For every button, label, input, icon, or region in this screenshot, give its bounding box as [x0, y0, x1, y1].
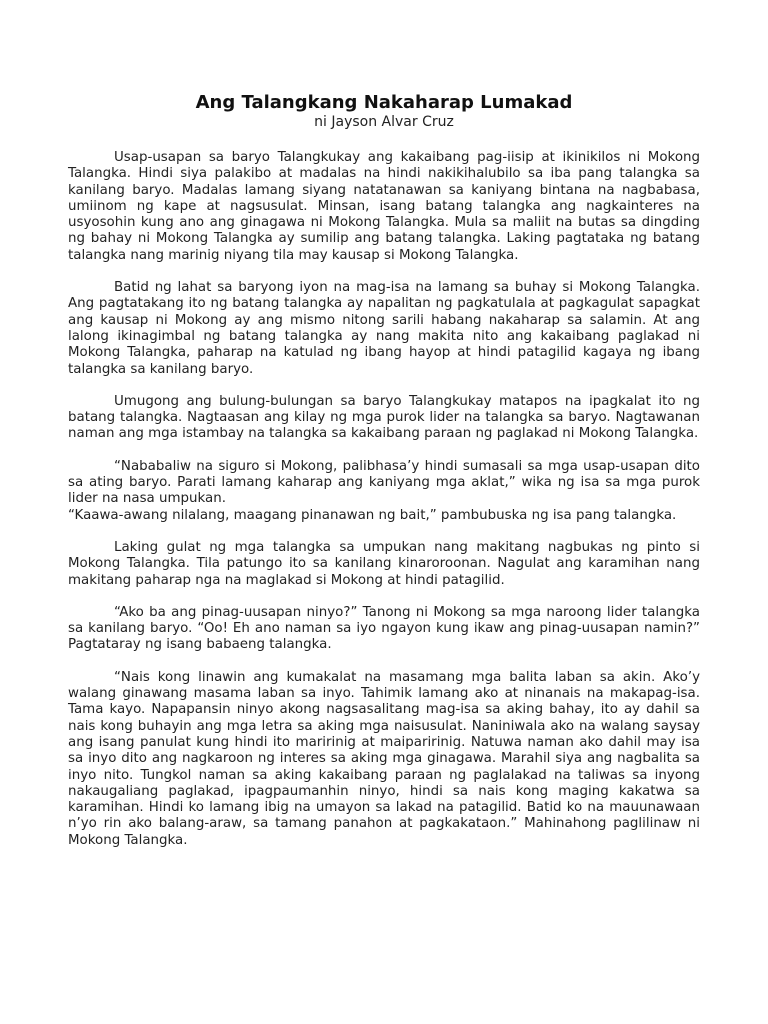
- paragraph-2: Batid ng lahat sa baryong iyon na mag-isa na lamang sa buhay si Mokong Talangka. Ang pagtatakang ito ng batang talangka ay napalitan ng pagkatulala at pagkagulat sapagkat ang kausap ni Mokong ay ang mismo nitong sarili habang nakaharap sa salamin. At ang lalong ikinagimbal ng batang talangka ay nang makita nito ang kakaibang paglakad ni Mokong Talangka, paharap na katulad ng ibang hayop at hindi patagilid kagaya ng ibang talangka sa kanilang baryo.: [68, 280, 700, 377]
- paragraph-spacer: [68, 264, 700, 280]
- paragraph-spacer: [68, 443, 700, 459]
- paragraph-spacer: [68, 654, 700, 670]
- paragraph-spacer: [68, 378, 700, 394]
- document-author: ni Jayson Alvar Cruz: [314, 114, 454, 130]
- paragraph-1: Usap-usapan sa baryo Talangkukay ang kakaibang pag-iisip at ikinikilos ni Mokong Talangka. Hindi siya palakibo at madalas na hindi nakikihalubilo sa iba pang talangka sa kanilang baryo. Madalas lamang siyang natatanawan sa kaniyang bintana na nagbabasa, umiinom ng kape at nagsusulat. Minsan, isang batang talangka ang nagkainteres na usyosohin kung ano ang ginagawa ni Mokong Talangka. Mula sa maliit na butas sa dingding ng bahay ni Mokong Talangka ay sumilip ang batang talangka. Laking pagtataka ng batang talangka nang marinig niyang tila may kausap si Mokong Talangka.: [68, 150, 700, 263]
- paragraph-spacer: [68, 524, 700, 540]
- paragraph-8: “Nais kong linawin ang kumakalat na masamang mga balita laban sa akin. Ako’y walang ginawang masama laban sa inyo. Tahimik lamang ako at ninanais na makapag-isa. Tama kayo. Napapansin ninyo akong nagsasalitang mag-isa sa aking bahay, ito ay dahil sa nais kong buhayin ang mga letra sa aking mga naisusulat. Naniniwala ako na walang saysay ang isang panulat kung hindi ito maririnig at maiparirinig. Natuwa naman ako dahil may isa sa inyo dito ang nagkaroon ng interes sa aking mga ginagawa. Marahil siya ang nagbalita sa inyo nito. Tungkol naman sa aking kakaibang paraan ng paglalakad na taliwas sa inyong nakaugaliang paglakad, ipagpaumanhin ninyo, hindi sa nais kong maging kakatwa sa karamihan. Hindi ko lamang ibig na umayon sa lakad na patagilid. Batid ko na mauunawaan n’yo rin ako balang-araw, sa tamang panahon at pagkakataon.” Mahinahong paglilinaw ni Mokong Talangka.: [68, 669, 700, 848]
- document-title: Ang Talangkang Nakaharap Lumakad: [195, 92, 573, 113]
- paragraph-6: Laking gulat ng mga talangka sa umpukan nang makitang nagbukas ng pinto si Mokong Talangka. Tila patungo ito sa kanilang kinaroroonan. Nagulat ang karamihan nang makitang paharap nga na maglakad si Mokong at hindi patagilid.: [68, 539, 700, 588]
- paragraph-3: Umugong ang bulung-bulungan sa baryo Talangkukay matapos na ipagkalat ito ng batang talangka. Nagtaasan ang kilay ng mga purok lider na talangka sa baryo. Nagtawanan naman ang mga istambay na talangka sa kakaibang paraan ng paglakad ni Mokong Talangka.: [68, 393, 700, 442]
- paragraph-spacer: [68, 589, 700, 605]
- document-page: [68, 92, 700, 849]
- paragraph-5: “Kaawa-awang nilalang, maagang pinanawan ng bait,” pambubuska ng isa pang talangka.: [68, 507, 677, 523]
- paragraph-7: “Ako ba ang pinag-uusapan ninyo?” Tanong ni Mokong sa mga naroong lider talangka sa kanilang baryo. “Oo! Eh ano naman sa iyo ngayon kung ikaw ang pinag-uusapan namin?” Pagtataray ng isang babaeng talangka.: [68, 604, 700, 653]
- paragraph-4: “Nababaliw na siguro si Mokong, palibhasa’y hindi sumasali sa mga usap-usapan dito sa ating baryo. Parati lamang kaharap ang kaniyang mga aklat,” wika ng isa sa mga purok lider na nasa umpukan.: [68, 458, 700, 507]
